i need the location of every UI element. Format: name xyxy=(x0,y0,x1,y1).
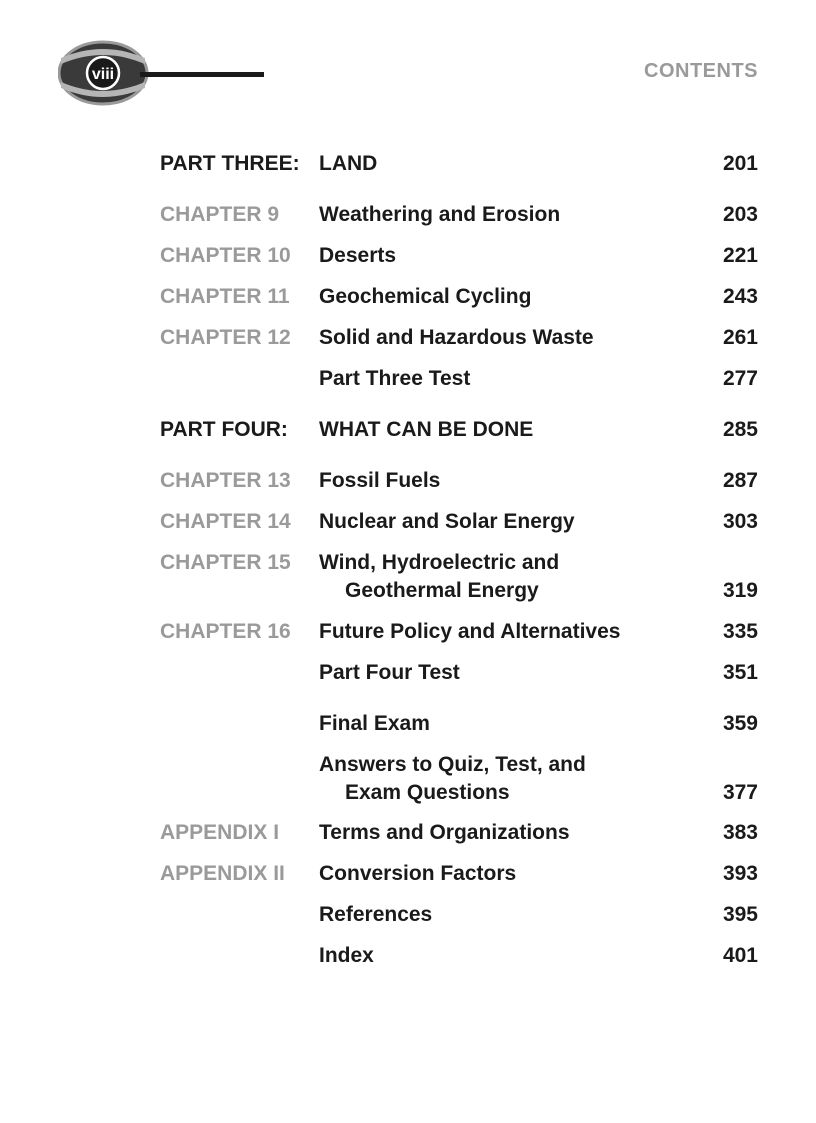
entry-title xyxy=(319,324,689,352)
page-number-ref: 401 xyxy=(722,944,758,967)
page-number-ref: 285 xyxy=(722,418,758,441)
entry-title xyxy=(319,819,689,847)
entry-title xyxy=(319,901,689,929)
entry-title-line: Final Exam xyxy=(319,712,430,735)
page-number-ref: 359 xyxy=(722,712,758,735)
entry-title xyxy=(319,416,689,444)
toc-entry xyxy=(160,618,758,646)
chapter-label: CHAPTER 9 xyxy=(160,203,280,226)
toc-entry xyxy=(160,860,758,888)
entry-title xyxy=(319,860,689,888)
entry-title-line: Future Policy and Alternatives xyxy=(319,620,621,643)
header-rule xyxy=(140,72,264,77)
page-number-ref: 335 xyxy=(722,620,758,643)
toc-entry xyxy=(160,283,758,311)
part-label: PART THREE: xyxy=(160,152,300,175)
part-label: PART FOUR: xyxy=(160,418,288,441)
page-number-ref: 303 xyxy=(722,510,758,533)
page-number-ref: 203 xyxy=(722,203,758,226)
entry-title-line: Index xyxy=(319,944,374,967)
entry-title xyxy=(319,508,689,536)
page-number: viii xyxy=(91,66,115,83)
entry-title-line: Deserts xyxy=(319,244,397,267)
chapter-label: APPENDIX I xyxy=(160,821,280,844)
chapter-label: CHAPTER 12 xyxy=(160,326,291,349)
entry-title-line: Fossil Fuels xyxy=(319,469,441,492)
entry-title-continuation: Exam Questions xyxy=(345,781,510,804)
page-number-ref: 243 xyxy=(722,285,758,308)
toc-entry xyxy=(160,901,758,929)
chapter-label: CHAPTER 10 xyxy=(160,244,291,267)
page-number-ref: 319 xyxy=(722,579,758,602)
entry-title-line: References xyxy=(319,903,433,926)
chapter-label: CHAPTER 16 xyxy=(160,620,291,643)
toc-entry xyxy=(160,467,758,495)
chapter-label: CHAPTER 11 xyxy=(160,285,290,308)
entry-title xyxy=(319,618,689,646)
entry-title-line: Part Three Test xyxy=(319,367,471,390)
toc-entry xyxy=(160,201,758,229)
entry-title xyxy=(319,150,689,178)
entry-title xyxy=(319,242,689,270)
entry-title-line: Terms and Organizations xyxy=(319,821,570,844)
page-number-ref: 395 xyxy=(722,903,758,926)
toc-entry xyxy=(160,242,758,270)
chapter-label: APPENDIX II xyxy=(160,862,285,885)
entry-title xyxy=(319,283,689,311)
toc-entry xyxy=(160,549,758,605)
entry-title xyxy=(319,659,689,687)
chapter-label: CHAPTER 15 xyxy=(160,551,291,574)
chapter-label: CHAPTER 14 xyxy=(160,510,291,533)
toc-entry xyxy=(160,508,758,536)
entry-title xyxy=(319,942,689,970)
entry-title-line: WHAT CAN BE DONE xyxy=(319,418,534,441)
entry-title xyxy=(319,201,689,229)
running-head: CONTENTS xyxy=(644,60,758,82)
page-number-ref: 221 xyxy=(722,244,758,267)
page-number-ref: 351 xyxy=(722,661,758,684)
entry-title xyxy=(319,751,689,807)
page-number-ref: 383 xyxy=(722,821,758,844)
entry-title-line: Solid and Hazardous Waste xyxy=(319,326,594,349)
entry-title-line: LAND xyxy=(319,152,378,175)
toc-entry xyxy=(160,365,758,393)
page-number-ref: 393 xyxy=(722,862,758,885)
chapter-label: CHAPTER 13 xyxy=(160,469,291,492)
entry-title-line: Conversion Factors xyxy=(319,862,517,885)
toc-entry xyxy=(160,942,758,970)
toc-entry xyxy=(160,710,758,738)
entry-title-line: Geochemical Cycling xyxy=(319,285,532,308)
entry-title xyxy=(319,549,689,605)
entry-title xyxy=(319,467,689,495)
page-number-ref: 201 xyxy=(722,152,758,175)
page-number-ref: 261 xyxy=(722,326,758,349)
toc-entry xyxy=(160,324,758,352)
entry-title-line: Wind, Hydroelectric and xyxy=(319,551,560,574)
toc-entry xyxy=(160,150,758,178)
entry-title xyxy=(319,710,689,738)
toc-entry xyxy=(160,751,758,807)
page-number-ref: 277 xyxy=(722,367,758,390)
entry-title xyxy=(319,365,689,393)
toc-entry xyxy=(160,819,758,847)
page-number-ref: 377 xyxy=(722,781,758,804)
entry-title-line: Part Four Test xyxy=(319,661,460,684)
page-number-ref: 287 xyxy=(722,469,758,492)
toc-entry xyxy=(160,659,758,687)
entry-title-continuation: Geothermal Energy xyxy=(345,579,539,602)
entry-title-line: Answers to Quiz, Test, and xyxy=(319,753,586,776)
entry-title-line: Weathering and Erosion xyxy=(319,203,561,226)
entry-title-line: Nuclear and Solar Energy xyxy=(319,510,575,533)
toc-entry xyxy=(160,416,758,444)
